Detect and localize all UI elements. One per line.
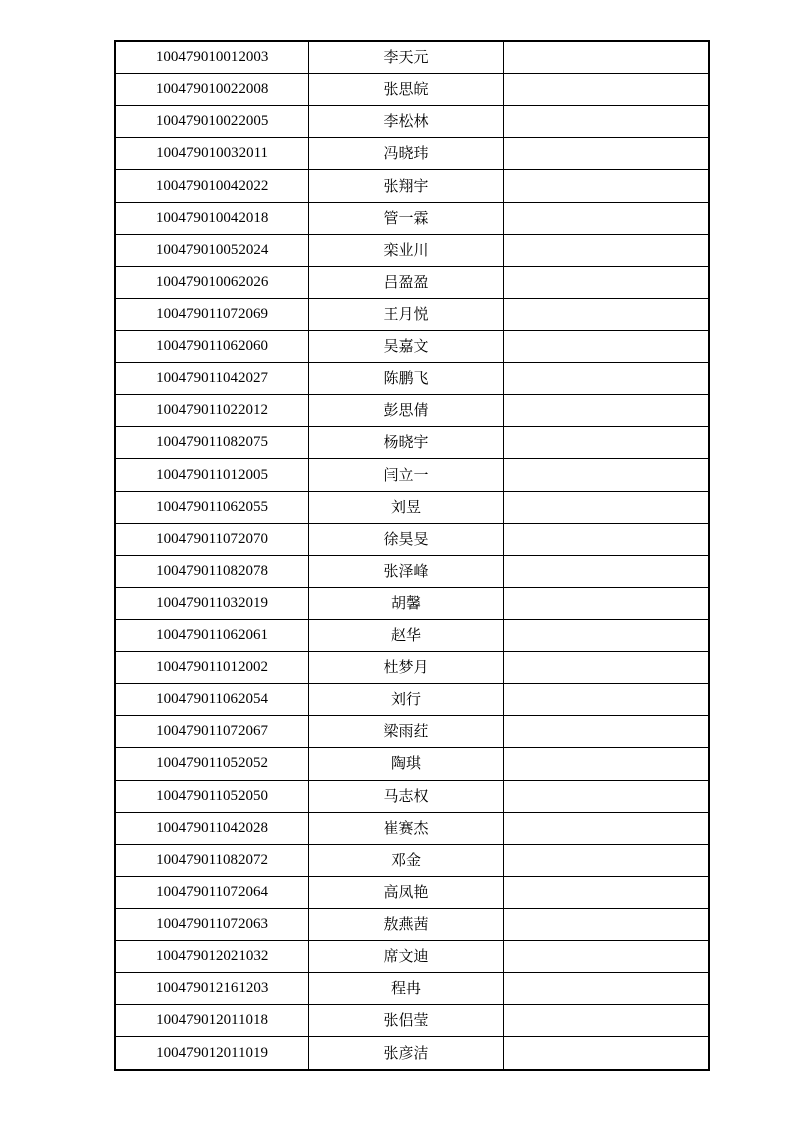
candidate-name-cell: 张思皖: [309, 74, 504, 106]
table-row: [115, 587, 709, 619]
remark-cell: [503, 620, 709, 652]
remark-cell: [503, 106, 709, 138]
candidate-name-cell: 胡馨: [309, 587, 504, 619]
table-row: [115, 973, 709, 1005]
remark-cell: [503, 331, 709, 363]
table-row: [115, 684, 709, 716]
table-row: [115, 459, 709, 491]
candidate-name-cell: 陶琪: [309, 748, 504, 780]
candidate-id-cell: 100479011062055: [115, 491, 309, 523]
table-row: [115, 266, 709, 298]
candidate-name-cell: 吴嘉文: [309, 331, 504, 363]
candidate-id-cell: 100479011042027: [115, 363, 309, 395]
candidate-name-cell: 程冉: [309, 973, 504, 1005]
candidate-id-cell: 100479010052024: [115, 234, 309, 266]
candidate-id-cell: 100479011062060: [115, 331, 309, 363]
candidate-id-cell: 100479012011018: [115, 1005, 309, 1037]
candidate-id-cell: 100479011072067: [115, 716, 309, 748]
candidate-name-cell: 李天元: [309, 41, 504, 74]
remark-cell: [503, 716, 709, 748]
candidate-id-cell: 100479011072064: [115, 876, 309, 908]
remark-cell: [503, 74, 709, 106]
candidate-id-cell: 100479011082072: [115, 844, 309, 876]
candidate-id-cell: 100479011072069: [115, 298, 309, 330]
table-row: [115, 138, 709, 170]
candidate-id-cell: 100479011082078: [115, 555, 309, 587]
candidate-name-cell: 梁雨荭: [309, 716, 504, 748]
candidate-id-cell: 100479011072063: [115, 908, 309, 940]
remark-cell: [503, 555, 709, 587]
candidate-name-cell: 管一霖: [309, 202, 504, 234]
candidate-name-cell: 吕盈盈: [309, 266, 504, 298]
roster-body: [115, 41, 709, 1070]
table-row: [115, 331, 709, 363]
candidate-id-cell: 100479010042022: [115, 170, 309, 202]
candidate-name-cell: 闫立一: [309, 459, 504, 491]
candidate-name-cell: 李松林: [309, 106, 504, 138]
table-row: [115, 298, 709, 330]
candidate-name-cell: 刘行: [309, 684, 504, 716]
candidate-name-cell: 栾业川: [309, 234, 504, 266]
table-row: [115, 491, 709, 523]
table-row: [115, 716, 709, 748]
remark-cell: [503, 266, 709, 298]
candidate-id-cell: 100479012161203: [115, 973, 309, 1005]
remark-cell: [503, 684, 709, 716]
candidate-name-cell: 崔赛杰: [309, 812, 504, 844]
candidate-name-cell: 席文迪: [309, 941, 504, 973]
remark-cell: [503, 491, 709, 523]
table-row: [115, 780, 709, 812]
remark-cell: [503, 202, 709, 234]
candidate-name-cell: 杜梦月: [309, 652, 504, 684]
candidate-id-cell: 100479011072070: [115, 523, 309, 555]
candidate-name-cell: 马志权: [309, 780, 504, 812]
remark-cell: [503, 844, 709, 876]
remark-cell: [503, 41, 709, 74]
table-row: [115, 106, 709, 138]
remark-cell: [503, 748, 709, 780]
candidate-id-cell: 100479011052050: [115, 780, 309, 812]
remark-cell: [503, 234, 709, 266]
table-row: [115, 652, 709, 684]
candidate-name-cell: 敖燕茜: [309, 908, 504, 940]
remark-cell: [503, 1037, 709, 1070]
table-row: [115, 1005, 709, 1037]
table-row: [115, 202, 709, 234]
candidate-id-cell: 100479011012002: [115, 652, 309, 684]
candidate-name-cell: 邓金: [309, 844, 504, 876]
remark-cell: [503, 973, 709, 1005]
candidate-name-cell: 王月悦: [309, 298, 504, 330]
candidate-id-cell: 100479012021032: [115, 941, 309, 973]
remark-cell: [503, 587, 709, 619]
candidate-id-cell: 100479010022005: [115, 106, 309, 138]
table-row: [115, 523, 709, 555]
candidate-name-cell: 赵华: [309, 620, 504, 652]
candidate-name-cell: 彭思倩: [309, 395, 504, 427]
remark-cell: [503, 812, 709, 844]
table-row: [115, 234, 709, 266]
table-row: [115, 844, 709, 876]
candidate-name-cell: 刘昱: [309, 491, 504, 523]
candidate-id-cell: 100479010062026: [115, 266, 309, 298]
table-row: [115, 941, 709, 973]
roster-table: [114, 40, 710, 1071]
table-row: [115, 908, 709, 940]
table-row: [115, 427, 709, 459]
table-row: [115, 74, 709, 106]
candidate-name-cell: 张彦洁: [309, 1037, 504, 1070]
table-row: [115, 41, 709, 74]
remark-cell: [503, 652, 709, 684]
remark-cell: [503, 1005, 709, 1037]
candidate-id-cell: 100479010022008: [115, 74, 309, 106]
remark-cell: [503, 298, 709, 330]
candidate-id-cell: 100479011052052: [115, 748, 309, 780]
table-row: [115, 395, 709, 427]
candidate-name-cell: 徐昊旻: [309, 523, 504, 555]
candidate-name-cell: 张侣莹: [309, 1005, 504, 1037]
remark-cell: [503, 523, 709, 555]
remark-cell: [503, 780, 709, 812]
candidate-id-cell: 100479010032011: [115, 138, 309, 170]
remark-cell: [503, 459, 709, 491]
candidate-id-cell: 100479011062061: [115, 620, 309, 652]
candidate-name-cell: 冯晓玮: [309, 138, 504, 170]
remark-cell: [503, 876, 709, 908]
table-row: [115, 555, 709, 587]
candidate-id-cell: 100479011032019: [115, 587, 309, 619]
candidate-id-cell: 100479010042018: [115, 202, 309, 234]
remark-cell: [503, 941, 709, 973]
remark-cell: [503, 908, 709, 940]
remark-cell: [503, 170, 709, 202]
candidate-id-cell: 100479011022012: [115, 395, 309, 427]
candidate-id-cell: 100479012011019: [115, 1037, 309, 1070]
table-row: [115, 170, 709, 202]
candidate-name-cell: 杨晓宇: [309, 427, 504, 459]
table-row: [115, 748, 709, 780]
remark-cell: [503, 427, 709, 459]
candidate-name-cell: 张泽峰: [309, 555, 504, 587]
candidate-id-cell: 100479011042028: [115, 812, 309, 844]
table-row: [115, 620, 709, 652]
candidate-id-cell: 100479011012005: [115, 459, 309, 491]
table-row: [115, 363, 709, 395]
table-row: [115, 876, 709, 908]
table-row: [115, 1037, 709, 1070]
remark-cell: [503, 138, 709, 170]
remark-cell: [503, 363, 709, 395]
table-row: [115, 812, 709, 844]
candidate-id-cell: 100479010012003: [115, 41, 309, 74]
candidate-name-cell: 高凤艳: [309, 876, 504, 908]
candidate-id-cell: 100479011082075: [115, 427, 309, 459]
candidate-name-cell: 张翔宇: [309, 170, 504, 202]
remark-cell: [503, 395, 709, 427]
candidate-id-cell: 100479011062054: [115, 684, 309, 716]
candidate-name-cell: 陈鹏飞: [309, 363, 504, 395]
